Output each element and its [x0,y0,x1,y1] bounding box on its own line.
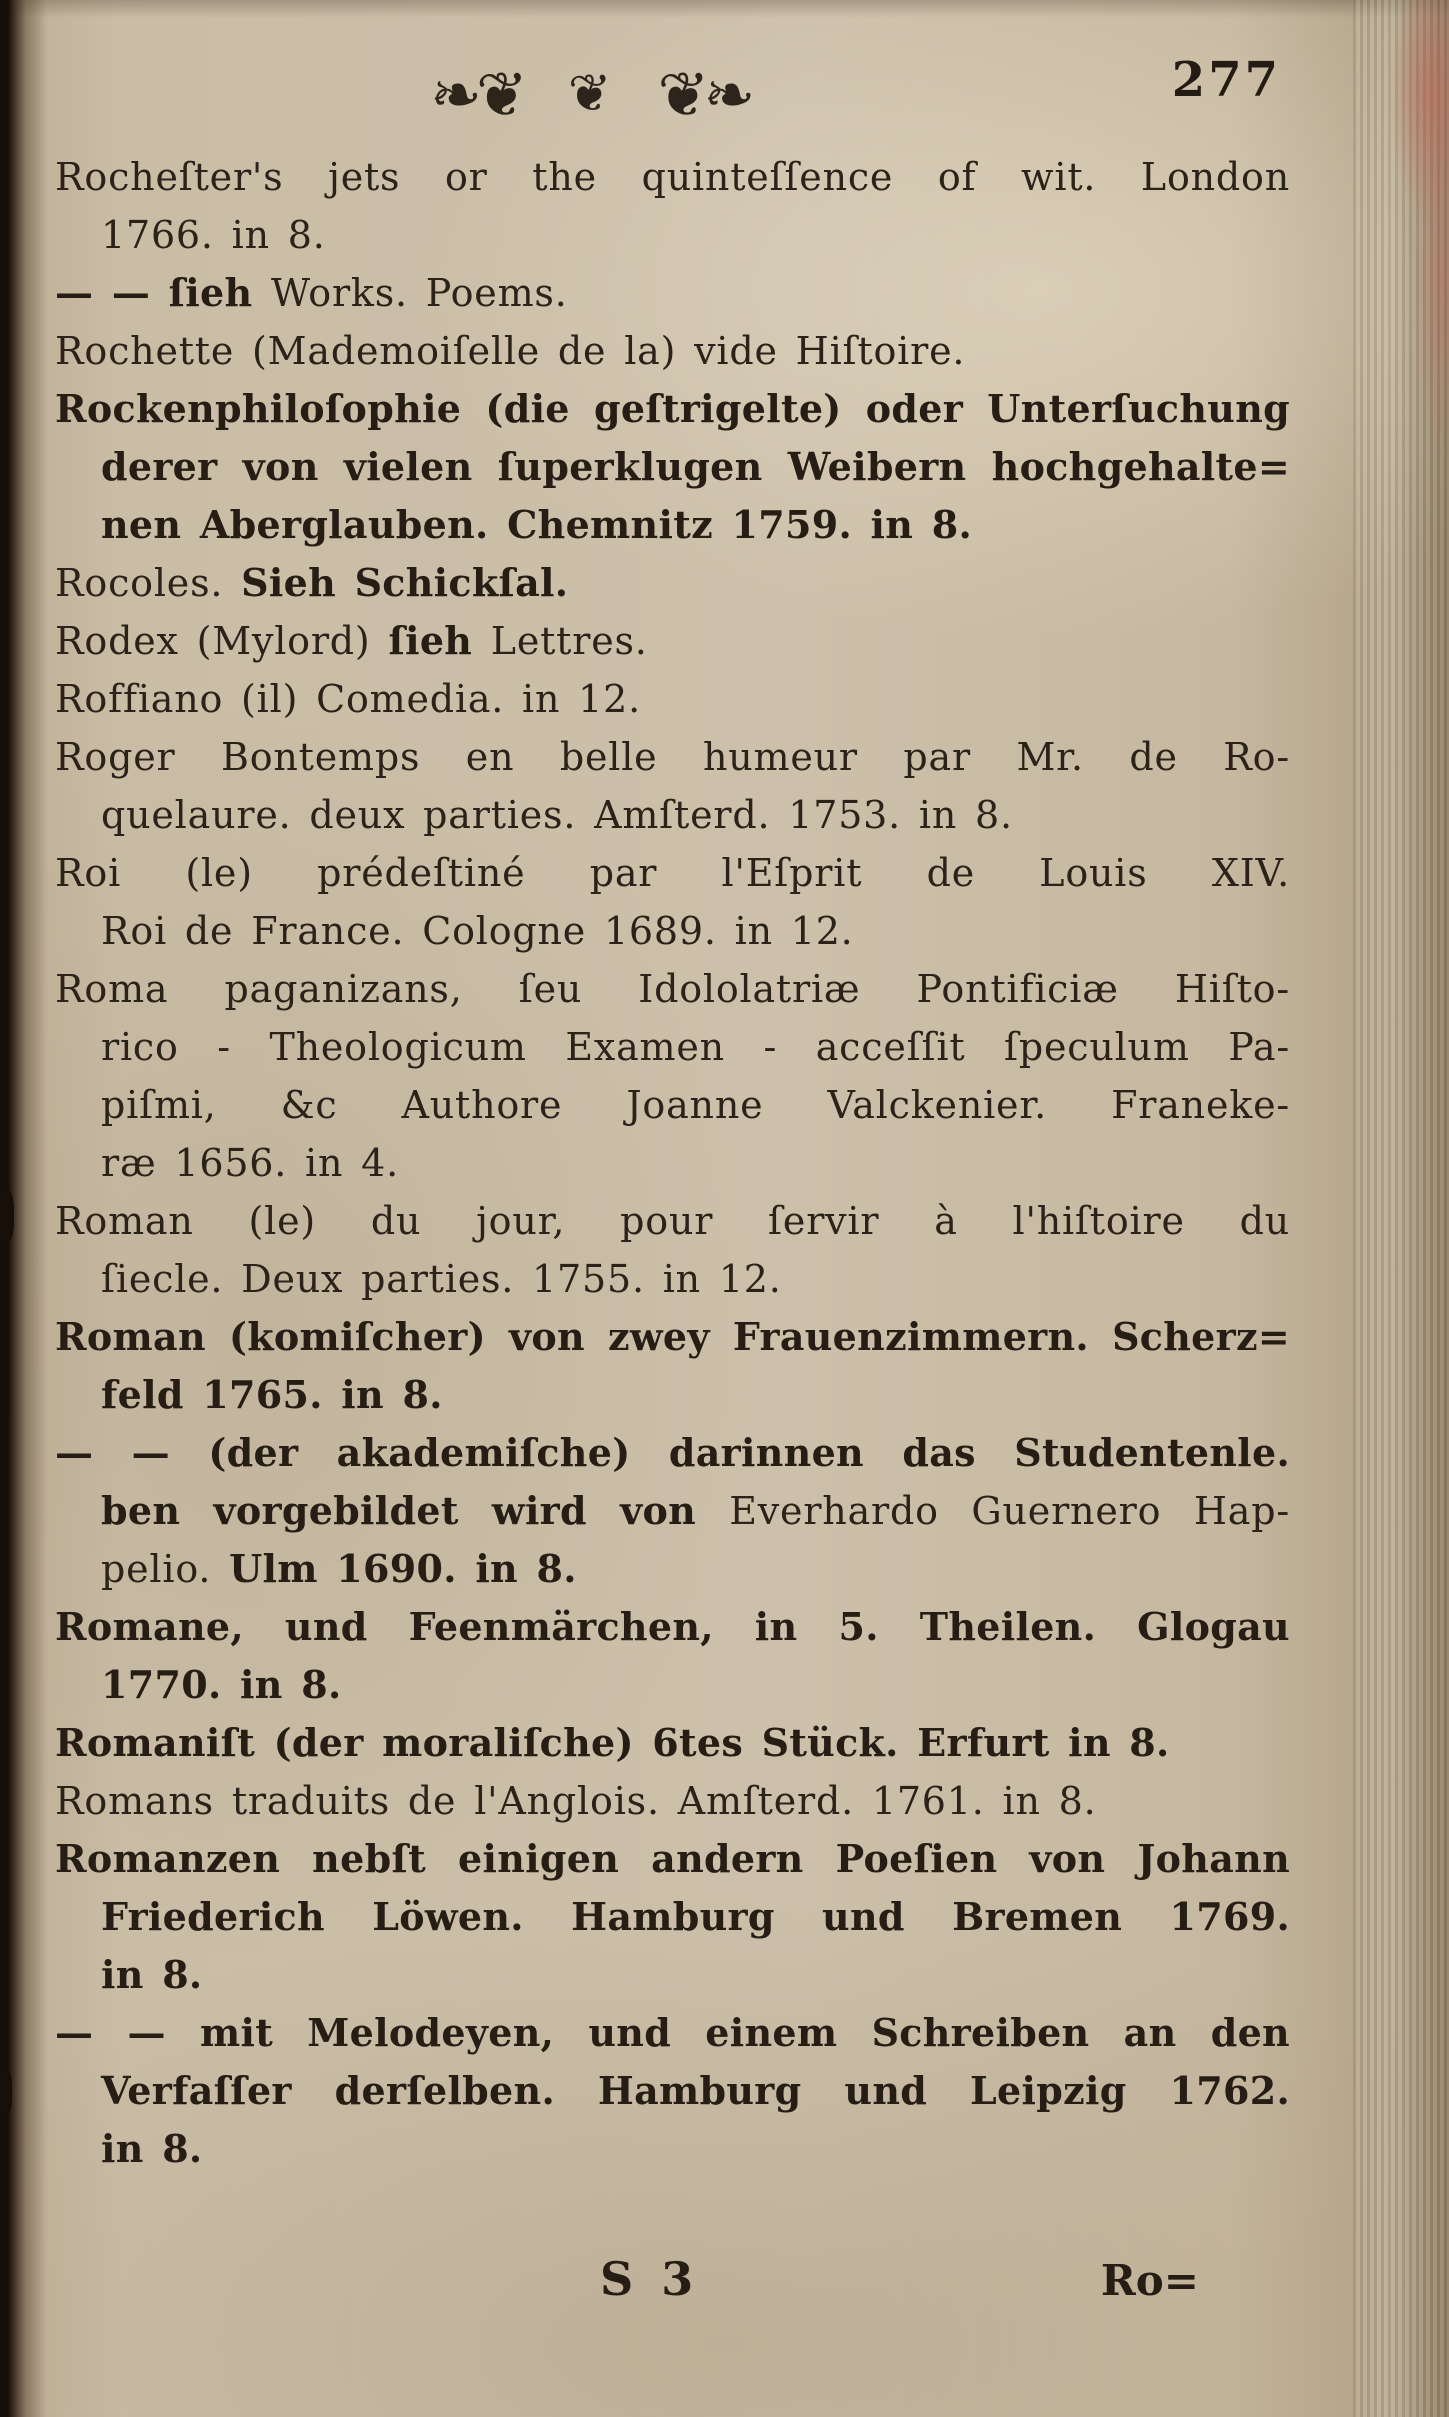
entry-line [55,206,1290,264]
ink-speck [0,1190,14,1242]
entry-line [55,844,1290,902]
antiqua-text: Romans traduits de l'Anglois. Amſterd. 1761. in 8. [55,1779,1097,1823]
entry-line [55,1250,1290,1308]
entry-line [55,1076,1290,1134]
ink-speck [0,2070,12,2114]
fleuron-ornament-icon: ❦ [567,64,612,124]
bibliography-entry [55,554,1290,612]
bibliography-entry [55,1830,1290,2004]
bibliography-entry [55,264,1290,322]
entry-line [55,1018,1290,1076]
entry-line [55,1366,1290,1424]
antiqua-text: rico - Theologicum Examen - acceſſit ſpeculum Pa- [101,1025,1290,1069]
entry-line [55,438,1290,496]
entry-line [55,554,1290,612]
antiqua-text: Roi de France. Cologne 1689. in 12. [101,909,854,953]
entry-line [55,1482,1290,1540]
fraktur-text: Romane, und Feenmärchen, in 5. Theilen. Glogau [55,1604,1290,1649]
entry-line [55,960,1290,1018]
printer-ornaments [430,48,850,140]
bibliography-entry [55,1772,1290,1830]
antiqua-text: Rocheſter's jets or the quinteſſence of wit. London [55,155,1290,199]
antiqua-text: Roffiano (il) Comedia. in 12. [55,677,641,721]
entry-list [55,148,1290,2178]
entry-line [55,380,1290,438]
bibliography-entry [55,380,1290,554]
fraktur-text: in 8. [101,1952,203,1997]
fraktur-text: ben vorgebildet wird von [101,1488,730,1533]
entry-line [55,1192,1290,1250]
entry-line [55,612,1290,670]
fraktur-text: 1770. in 8. [101,1662,342,1707]
bibliography-entry [55,1714,1290,1772]
bibliography-entry [55,2004,1290,2178]
bibliography-entry [55,1308,1290,1424]
entry-line [55,496,1290,554]
antiqua-text: Rocoles. [55,561,242,605]
fraktur-text: Verfaſſer derſelben. Hamburg und Leipzig 1762. [101,2068,1290,2113]
entry-line [55,264,1290,322]
fraktur-text: — — mit Melodeyen, und einem Schreiben an den [55,2010,1290,2055]
signature-mark: S 3 [600,2252,700,2306]
bibliography-entry [55,844,1290,960]
entry-line [55,1946,1290,2004]
antiqua-text: ræ 1656. in 4. [101,1141,399,1185]
page-number: 277 [1171,52,1281,108]
antiqua-text: piſmi, &c Authore Joanne Valckenier. Franeke- [101,1083,1290,1127]
fraktur-text: Rockenphiloſophie (die geſtrigelte) oder Unterſuchung [55,386,1290,431]
entry-line [55,728,1290,786]
antiqua-text: Roma paganizans, ſeu Idololatriæ Pontificiæ Hiſto- [55,967,1290,1011]
fraktur-text: Sieh Schickſal. [241,560,569,605]
entry-line [55,1656,1290,1714]
fleuron-ornament-icon: ❧❦ [430,57,522,131]
bibliography-entry [55,728,1290,844]
entry-line [55,1424,1290,1482]
page-edge-stack [1353,0,1449,2417]
fraktur-text: Friederich Löwen. Hamburg und Bremen 1769. [101,1894,1290,1939]
bibliography-entry [55,1424,1290,1598]
antiqua-text: ſiecle. Deux parties. 1755. in 12. [101,1257,782,1301]
entry-line [55,1772,1290,1830]
bibliography-entry [55,960,1290,1192]
entry-line [55,2120,1290,2178]
entry-line [55,1598,1290,1656]
entry-line [55,902,1290,960]
fraktur-text: Roman (komiſcher) von zwey Frauenzimmern. Scherz= [55,1314,1290,1359]
entry-line [55,2062,1290,2120]
entry-line [55,786,1290,844]
catchword: Ro= [1100,2256,1199,2305]
bibliography-entry [55,322,1290,380]
entry-line [55,2004,1290,2062]
antiqua-text: Roger Bontemps en belle humeur par Mr. de Ro- [55,735,1290,779]
antiqua-text: Roman (le) du jour, pour ſervir à l'hiſtoire du [55,1199,1290,1243]
antiqua-text: Works. Poems. [270,271,568,315]
fraktur-text: feld 1765. in 8. [101,1372,443,1417]
fraktur-text: derer von vielen ſuperklugen Weibern hochgehalte= [101,444,1290,489]
entry-line [55,1830,1290,1888]
antiqua-text: Roi (le) prédeſtiné par l'Eſprit de Louis XIV. [55,851,1290,895]
bibliography-entry [55,1598,1290,1714]
bibliography-entry [55,670,1290,728]
fraktur-text: — — ſieh [55,270,271,315]
antiqua-text: 1766. in 8. [101,213,326,257]
entry-line [55,1134,1290,1192]
antiqua-text: quelaure. deux parties. Amſterd. 1753. in 8. [101,793,1013,837]
bibliography-entry [55,148,1290,264]
antiqua-text: Everhardo Guernero Hap- [729,1489,1290,1533]
fleuron-ornament-icon: ❦❧ [657,57,750,131]
fraktur-text: — — (der akademiſche) darinnen das Studentenle. [55,1430,1290,1475]
entry-line [55,148,1290,206]
entry-line [55,1540,1290,1598]
bibliography-entry [55,1192,1290,1308]
entry-line [55,1714,1290,1772]
antiqua-text: Lettres. [490,619,648,663]
entry-line [55,322,1290,380]
antiqua-text: Rochette (Mademoiſelle de la) vide Hiſtoire. [55,329,966,373]
antiqua-text: pelio. [101,1547,230,1591]
antiqua-text: Rodex (Mylord) [55,619,389,663]
fraktur-text: Romaniſt (der moraliſche) 6tes Stück. Erfurt in 8. [55,1720,1170,1765]
entry-line [55,1888,1290,1946]
fraktur-text: ſieh [388,618,491,663]
entry-line [55,670,1290,728]
fraktur-text: in 8. [101,2126,203,2171]
fraktur-text: Romanzen nebſt einigen andern Poeſien von Johann [55,1836,1290,1881]
fraktur-text: Ulm 1690. in 8. [229,1546,577,1591]
entry-line [55,1308,1290,1366]
bibliography-entry [55,612,1290,670]
fraktur-text: nen Aberglauben. Chemnitz 1759. in 8. [101,502,972,547]
